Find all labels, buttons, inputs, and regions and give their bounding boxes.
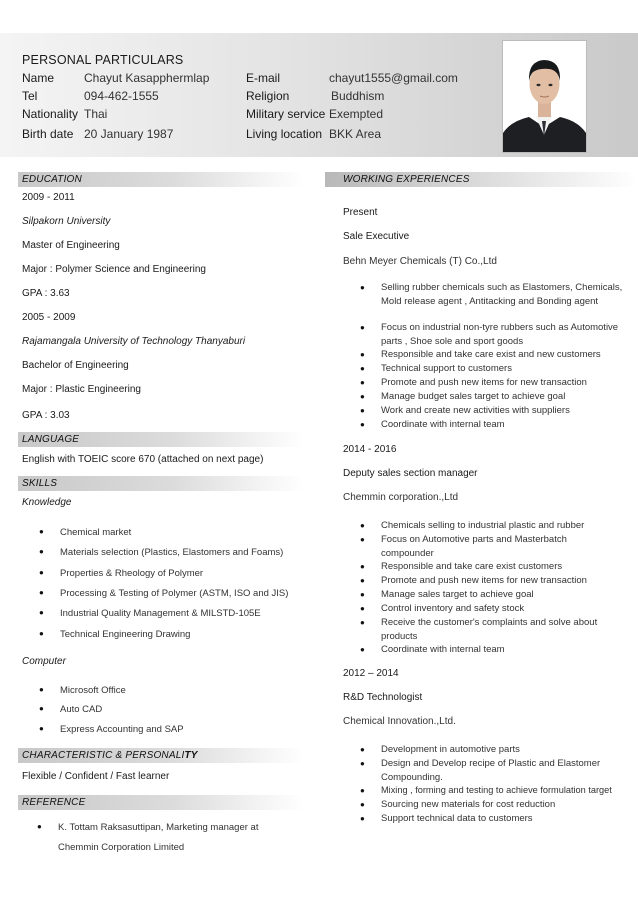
job1-duty: ● Selling rubber chemicals such as Elastomers, Chemicals, Mold release agent , Antitacking and Bonding agent xyxy=(381,281,633,308)
job3-period: 2012 – 2014 xyxy=(343,668,399,679)
edu1-major: Major : Polymer Science and Engineering xyxy=(22,264,206,275)
job3-duty: ● Design and Develop recipe of Plastic and Elastomer Compounding. xyxy=(381,757,621,784)
tel-label: Tel xyxy=(22,89,38,103)
computer-label: Computer xyxy=(22,656,66,667)
edu1-school: Silpakorn University xyxy=(22,216,111,227)
job2-duty: ● Focus on Automotive parts and Masterbatch compounder xyxy=(381,533,601,560)
job2-duty: ● Chemicals selling to industrial plastic and rubber xyxy=(381,519,633,533)
job1-company: Behn Meyer Chemicals (T) Co.,Ltd xyxy=(343,256,497,267)
edu2-degree: Bachelor of Engineering xyxy=(22,360,129,371)
birth-label: Birth date xyxy=(22,127,74,141)
job3-title: R&D Technologist xyxy=(343,692,423,703)
job1-duty: ● Promote and push new items for new transaction xyxy=(381,376,633,390)
military-label: Military service xyxy=(246,107,326,121)
computer-item: ● Auto CAD xyxy=(60,704,102,715)
characteristic-header xyxy=(18,748,303,763)
knowledge-item: ● Properties & Rheology of Polymer xyxy=(60,568,203,579)
job1-duty: ● Technical support to customers xyxy=(381,362,633,376)
job1-duty: ● Manage budget sales target to achieve goal xyxy=(381,390,633,404)
knowledge-label: Knowledge xyxy=(22,497,72,508)
job1-duty: ● Focus on industrial non-tyre rubbers such as Automotive parts , Shoe sole and sport goods xyxy=(381,321,633,348)
knowledge-item: ● Chemical market xyxy=(60,527,131,538)
job2-company: Chemmin corporation.,Ltd xyxy=(343,492,459,503)
job2-period: 2014 - 2016 xyxy=(343,444,397,455)
email-label: E-mail xyxy=(246,71,281,85)
edu1-gpa: GPA : 3.63 xyxy=(22,288,70,299)
computer-item: ● Express Accounting and SAP xyxy=(60,724,184,735)
location-label: Living location xyxy=(246,127,323,141)
name-value: Chayut Kasapphermlap xyxy=(84,71,210,85)
job2-duty: ● Manage sales target to achieve goal xyxy=(381,588,633,602)
job2-duty: ● Control inventory and safety stock xyxy=(381,602,633,616)
job1-duty: ● Responsible and take care exist and new customers xyxy=(381,348,633,362)
religion-value: Buddhism xyxy=(331,89,385,103)
email-value[interactable]: chayut1555@gmail.com xyxy=(329,71,458,85)
knowledge-item: ● Processing & Testing of Polymer (ASTM, ISO and JIS) xyxy=(60,588,288,599)
job3-duty: ● Sourcing new materials for cost reduction xyxy=(381,798,633,812)
characteristic-header-tail: TY xyxy=(184,750,198,761)
edu2-major: Major : Plastic Engineering xyxy=(22,384,141,395)
nationality-label: Nationality xyxy=(22,107,79,121)
edu2-gpa: GPA : 3.03 xyxy=(22,410,70,421)
personal-title: PERSONAL PARTICULARS xyxy=(22,53,184,67)
tel-value: 094-462-1555 xyxy=(84,89,159,103)
job1-period: Present xyxy=(343,207,378,218)
edu1-years: 2009 - 2011 xyxy=(22,192,75,203)
job2-duty: ● Promote and push new items for new transaction xyxy=(381,574,633,588)
skills-header: SKILLS xyxy=(18,476,303,491)
reference-line1: ● K. Tottam Raksasuttipan, Marketing manager at xyxy=(58,822,258,833)
edu2-years: 2005 - 2009 xyxy=(22,312,76,323)
name-label: Name xyxy=(22,71,55,85)
job1-duty: ● Coordinate with internal team xyxy=(381,418,633,432)
computer-item: ● Microsoft Office xyxy=(60,685,126,696)
characteristic-text: Flexible / Confident / Fast learner xyxy=(22,771,170,782)
knowledge-item: ● Materials selection (Plastics, Elastomers and Foams) xyxy=(60,547,283,558)
profile-photo xyxy=(502,40,587,153)
language-text: English with TOEIC score 670 (attached on next page) xyxy=(22,454,264,465)
job2-title: Deputy sales section manager xyxy=(343,468,478,479)
reference-header: REFERENCE xyxy=(18,795,303,810)
job2-duty: ● Receive the customer's complaints and solve about products xyxy=(381,616,633,643)
job1-duty: ● Work and create new activities with suppliers xyxy=(381,404,633,418)
nationality-value: Thai xyxy=(84,107,108,121)
edu1-degree: Master of Engineering xyxy=(22,240,120,251)
experience-header: WORKING EXPERIENCES xyxy=(325,172,638,187)
education-header: EDUCATION xyxy=(18,172,303,187)
characteristic-header-main: CHARACTERISTIC & PERSONALI xyxy=(22,750,185,761)
job3-duty: ● Mixing , forming and testing to achieve formulation target xyxy=(381,784,635,798)
language-header: LANGUAGE xyxy=(18,432,303,447)
knowledge-item: ● Industrial Quality Management & MILSTD-105E xyxy=(60,608,261,619)
job3-duty: ● Development in automotive parts xyxy=(381,743,633,757)
job2-duty: ● Responsible and take care exist customers xyxy=(381,560,633,574)
edu2-school: Rajamangala University of Technology Thanyaburi xyxy=(22,336,246,347)
birth-value: 20 January 1987 xyxy=(84,127,174,141)
religion-label: Religion xyxy=(246,89,290,103)
job3-duty: ● Support technical data to customers xyxy=(381,812,633,826)
job1-title: Sale Executive xyxy=(343,231,410,242)
location-value: BKK Area xyxy=(329,127,382,141)
reference-line2: Chemmin Corporation Limited xyxy=(58,842,185,853)
job3-company: Chemical Innovation.,Ltd. xyxy=(343,716,456,727)
job2-duty: ● Coordinate with internal team xyxy=(381,643,633,657)
knowledge-item: ● Technical Engineering Drawing xyxy=(60,629,190,640)
military-value: Exempted xyxy=(329,107,384,121)
